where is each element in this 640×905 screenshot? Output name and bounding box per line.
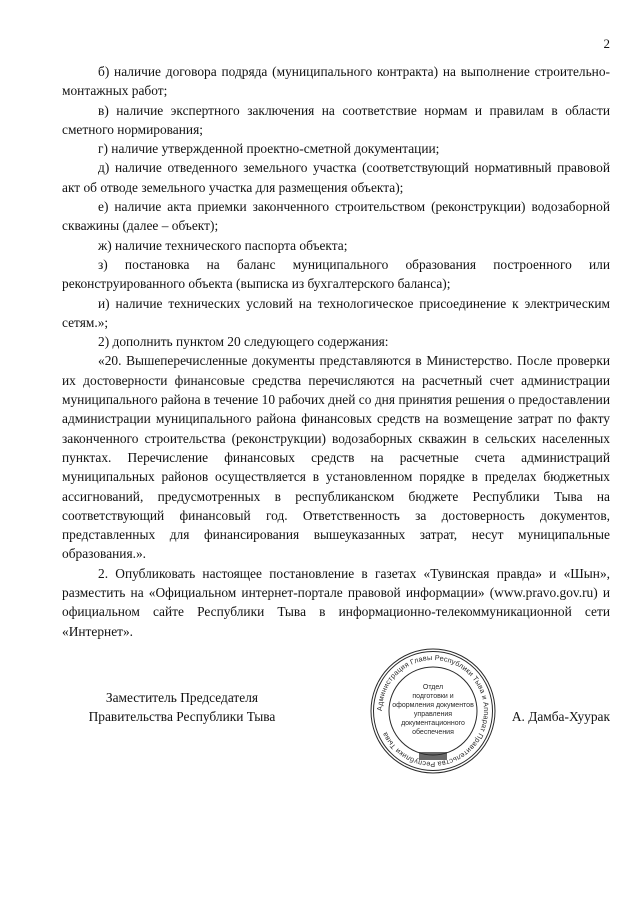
stamp-center-text <box>392 684 474 736</box>
paragraph-point-20: «20. Вышеперечисленные документы представляются в Министерство. После проверки их достоверности финансовые средства перечисляются на расчетный счет администрации муниципального района в течение 10 рабочих дней со дня принятия решения о предоставлении администрации муниципального района финансовых средств на возмещение затрат по факту законченного строительства (реконструкции) водозаборных скважин в сельских населенных пунктах. Перечисление финансовых средств на расчетные счета администраций муниципальных районов осуществляется в установленном порядке в пределах бюджетных ассигнований, предусмотренных в республиканском бюджете Республики Тыва на соответствующий финансовый год. Ответственность за достоверность документов, представленных для финансирования вышеуказанных затрат, несут муниципальные образования.». <box>62 353 610 562</box>
stamp-center-line: подготовки и <box>412 693 454 700</box>
paragraph-item-v: в) наличие экспертного заключения на соответствие нормам и правилам в области сметного нормирования; <box>62 102 610 137</box>
stamp-ring-text: Администрация Главы Республики Тыва и Аппарат Правительства Республики Тыва <box>374 652 492 770</box>
signatory-position <box>62 688 302 726</box>
paragraph-item-z: з) постановка на баланс муниципального образования построенного или реконструированного объекта (выписка из бухгалтерского баланса); <box>62 256 610 292</box>
stamp-emblem-mark <box>419 752 447 760</box>
paragraph-amend-20: 2) дополнить пунктом 20 следующего содержания: <box>98 334 389 350</box>
stamp-center-line: документационного <box>401 720 465 727</box>
stamp-center-line: Отдел <box>422 684 444 691</box>
signatory-name: А. Дамба-Хуурак <box>511 709 610 724</box>
paragraph-item-d: д) наличие отведенного земельного участка (соответствующий нормативный правовой акт об отводе земельного участка для размещения объекта); <box>62 160 610 195</box>
signature-block <box>62 652 610 770</box>
paragraph-item-i: и) наличие технических условий на технологическое присоединение к электрическим сетям.»; <box>62 295 610 330</box>
document-body <box>62 62 610 641</box>
stamp-center-line: оформления документов <box>392 702 474 709</box>
paragraph-publish: 2. Опубликовать настоящее постановление в газетах «Тувинская правда» и «Шын», разместить на «Официальном интернет-портале правовой информации» (www.pravo.gov.ru) и официальном сайте Республики Тыва в информационно-телекоммуникационной сети «Интернет». <box>62 565 610 639</box>
signatory-position-line1: Заместитель Председателя <box>105 690 259 705</box>
page-number: 2 <box>603 36 610 51</box>
paragraph-item-g: г) наличие утвержденной проектно-сметной документации; <box>98 141 440 157</box>
signatory-position-line2: Правительства Республики Тыва <box>88 709 276 724</box>
paragraph-item-e: е) наличие акта приемки законченного строительством (реконструкции) водозаборной скважины (далее – объект); <box>62 199 610 234</box>
paragraph-item-b: б) наличие договора подряда (муниципального контракта) на выполнение строительно-монтажных работ; <box>62 64 610 99</box>
official-stamp <box>369 647 497 775</box>
stamp-center-line: обеспечения <box>412 729 454 736</box>
stamp-center-line: управления <box>413 711 453 718</box>
paragraph-item-zh: ж) наличие технического паспорта объекта; <box>98 237 348 253</box>
